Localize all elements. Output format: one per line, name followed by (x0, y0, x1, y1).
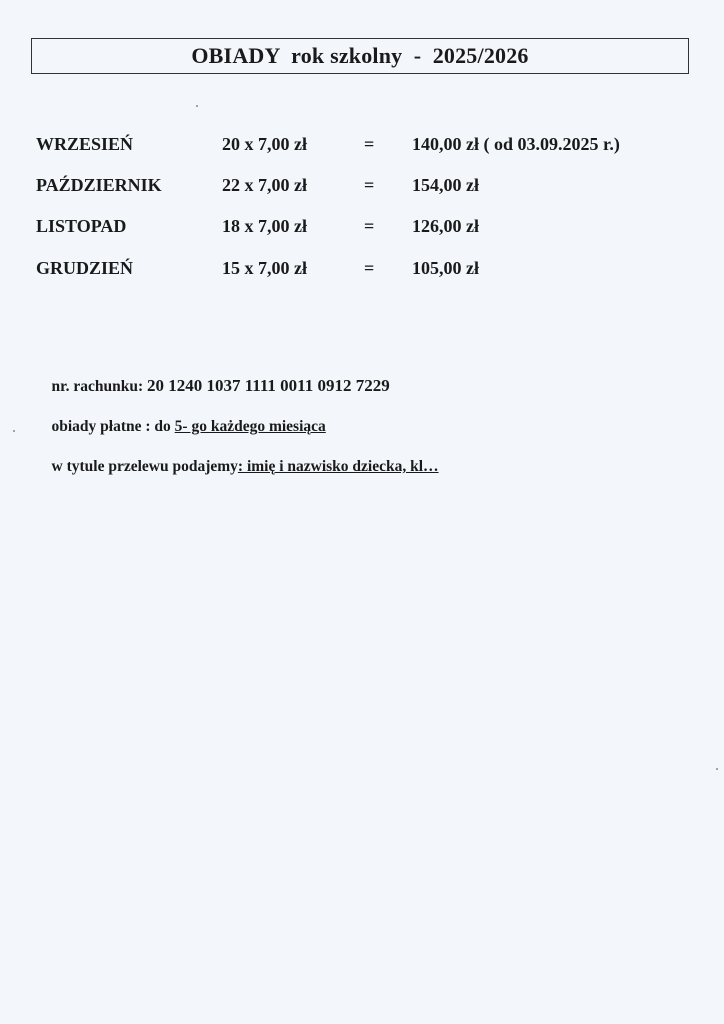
month-total: 126,00 zł (412, 216, 479, 236)
month-name: LISTOPAD (36, 216, 127, 236)
month-row-grudzien (0, 258, 724, 284)
page-title: OBIADY rok szkolny - 2025/2026 (191, 43, 529, 68)
title-box (31, 38, 689, 74)
payment-label: obiady płatne : do (51, 418, 175, 435)
month-calculation: 18 x 7,00 zł (222, 216, 307, 236)
month-name: GRUDZIEŃ (36, 258, 134, 278)
month-total: 140,00 zł ( od 03.09.2025 r.) (412, 134, 620, 154)
month-total: 105,00 zł (412, 258, 479, 278)
scan-speck (196, 105, 198, 107)
transfer-details: : imię i nazwisko dziecka, kl… (237, 458, 439, 475)
month-row-pazdziernik (0, 175, 724, 201)
equals-sign: = (364, 216, 375, 236)
month-calculation: 15 x 7,00 zł (222, 258, 307, 278)
account-label: nr. rachunku: (51, 378, 147, 395)
transfer-label: w tytule przelewu podajemy (51, 458, 238, 475)
month-name: WRZESIEŃ (36, 134, 134, 154)
month-row-listopad (0, 216, 724, 242)
month-calculation: 22 x 7,00 zł (222, 175, 307, 195)
month-total: 154,00 zł (412, 175, 479, 195)
month-name: PAŹDZIERNIK (36, 175, 162, 195)
equals-sign: = (364, 258, 375, 278)
equals-sign: = (364, 134, 375, 154)
scan-speck (13, 430, 15, 432)
transfer-line (36, 440, 439, 494)
account-number: 20 1240 1037 1111 0011 0912 7229 (146, 376, 390, 395)
month-calculation: 20 x 7,00 zł (222, 134, 307, 154)
payment-deadline: 5- go każdego miesiąca (174, 418, 326, 435)
equals-sign: = (364, 175, 375, 195)
month-row-wrzesien (0, 134, 724, 160)
scan-speck (716, 768, 718, 770)
